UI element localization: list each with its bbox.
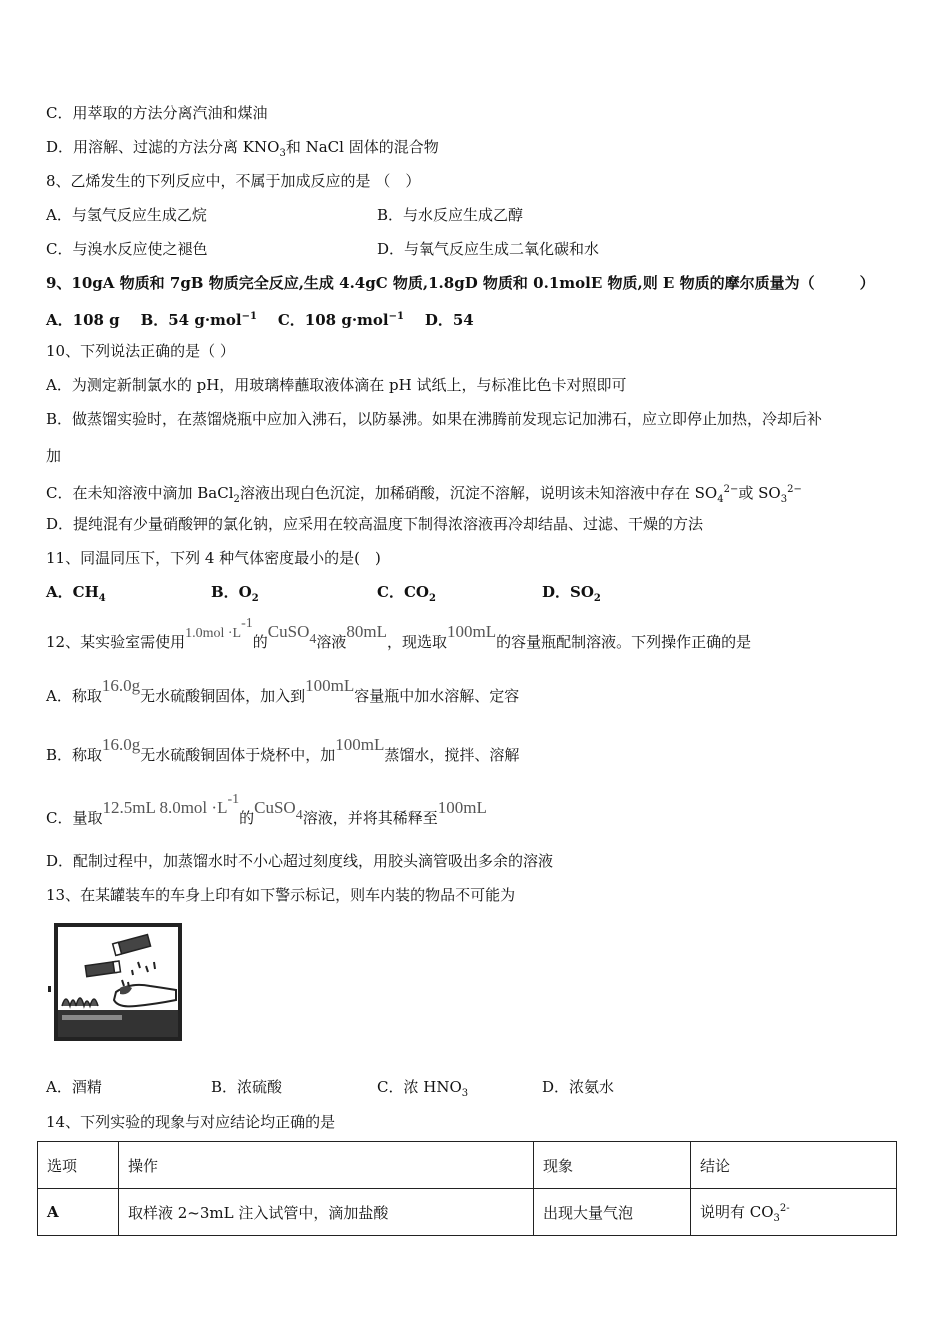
row-a-operation: 取样液 2~3mL 注入试管中，滴加盐酸	[119, 1189, 534, 1236]
header-conclusion: 结论	[691, 1142, 897, 1189]
q9-option-c: C．108 g·mol$^{-1}$	[277, 311, 404, 329]
q9-option-b: B．54 g·mol$^{-1}$	[140, 311, 257, 329]
q8-option-b: B．与水反应生成乙醇	[377, 206, 524, 224]
q9-option-a: A．108 g	[46, 311, 120, 329]
header-operation: 操作	[119, 1142, 534, 1189]
row-a-option: A	[38, 1189, 119, 1236]
q10-option-c: C．在未知溶液中滴加 BaCl$_2$溶液出现白色沉淀，加稀硝酸，沉淀不溶解，说明该未知溶液中存在 $SO_4^{2-}$或 $SO_3^{2-}$	[46, 484, 802, 505]
q11-stem: 11、同温同压下，下列 4 种气体密度最小的是( )	[46, 549, 381, 567]
q11-option-d: D．$SO_2$	[542, 583, 601, 604]
q8-stem: 8、乙烯发生的下列反应中，不属于加成反应的是 （ ）	[46, 172, 421, 190]
table-row	[38, 1189, 897, 1236]
q8-option-c: C．与溴水反应使之褪色	[46, 240, 208, 258]
q14-table	[37, 1141, 897, 1236]
q9-options	[46, 307, 474, 330]
q13-option-a: A．酒精	[46, 1078, 102, 1096]
q13-option-d: D．浓氨水	[542, 1078, 615, 1096]
q9-stem: 9、10gA 物质和 7gB 物质完全反应,生成 4.4gC 物质,1.8gD 物质和 0.1molE 物质,则 E 物质的摩尔质量为（ ）	[46, 274, 875, 292]
header-option: 选项	[38, 1142, 119, 1189]
q8-option-a: A．与氢气反应生成乙烷	[46, 206, 207, 224]
q11-option-a: A．$CH_4$	[46, 583, 106, 604]
header-phenomenon: 现象	[534, 1142, 691, 1189]
q9-option-d: D．54	[424, 311, 474, 329]
q14-stem: 14、下列实验的现象与对应结论均正确的是	[46, 1113, 336, 1131]
q12-option-d: D．配制过程中，加蒸馏水时不小心超过刻度线，用胶头滴管吸出多余的溶液	[46, 852, 554, 870]
q10-option-a: A．为测定新制氯水的 pH，用玻璃棒蘸取液体滴在 pH 试纸上，与标准比色卡对照即可	[46, 376, 627, 394]
q13-option-c: C．浓 $HNO_3$	[377, 1078, 469, 1099]
row-a-phenomenon: 出现大量气泡	[534, 1189, 691, 1236]
q13-stem: 13、在某罐装车的车身上印有如下警示标记，则车内装的物品不可能为	[46, 886, 516, 904]
table-header-row	[38, 1142, 897, 1189]
q13-option-b: B．浓硫酸	[211, 1078, 283, 1096]
q8-option-d: D．与氧气反应生成二氧化碳和水	[377, 240, 600, 258]
row-a-conclusion: 说明有 $CO_3^{2-}$	[691, 1189, 897, 1236]
q10-stem: 10、下列说法正确的是（ ）	[46, 342, 235, 360]
corrosive-warning-icon	[48, 922, 184, 1044]
q7-option-d: D．用溶解、过滤的方法分离 $KNO_3$和 NaCl 固体的混合物	[46, 138, 439, 159]
q7-option-c: C．用萃取的方法分离汽油和煤油	[46, 104, 268, 122]
q11-option-c: C．$CO_2$	[377, 583, 436, 604]
q10-option-b-line1: B．做蒸馏实验时，在蒸馏烧瓶中应加入沸石，以防暴沸。如果在沸腾前发现忘记加沸石，应立即停止加热，冷却后补	[46, 410, 823, 428]
q10-option-b-line2: 加	[46, 447, 62, 465]
q12-option-b: B．称取16.0g无水硫酸铜固体于烧杯中，加100mL蒸馏水，搅拌、溶解	[46, 735, 520, 764]
q10-option-d: D．提纯混有少量硝酸钾的氯化钠，应采用在较高温度下制得浓溶液再冷却结晶、过滤、干燥的方法	[46, 515, 704, 533]
q12-option-a: A．称取16.0g无水硫酸铜固体，加入到100mL容量瓶中加水溶解、定容	[46, 676, 520, 705]
q11-option-b: B．$O_2$	[211, 583, 259, 604]
q12-option-c: C．量取12.5mL $8.0mol \cdot L^{-1}$的CuSO$_4$溶液，并将其稀释至100mL	[46, 792, 487, 827]
q12-stem: 12、某实验室需使用$1.0mol \cdot L^{-1}$的CuSO$_4$溶液80mL，现选取100mL的容量瓶配制溶液。下列操作正确的是	[46, 616, 752, 651]
